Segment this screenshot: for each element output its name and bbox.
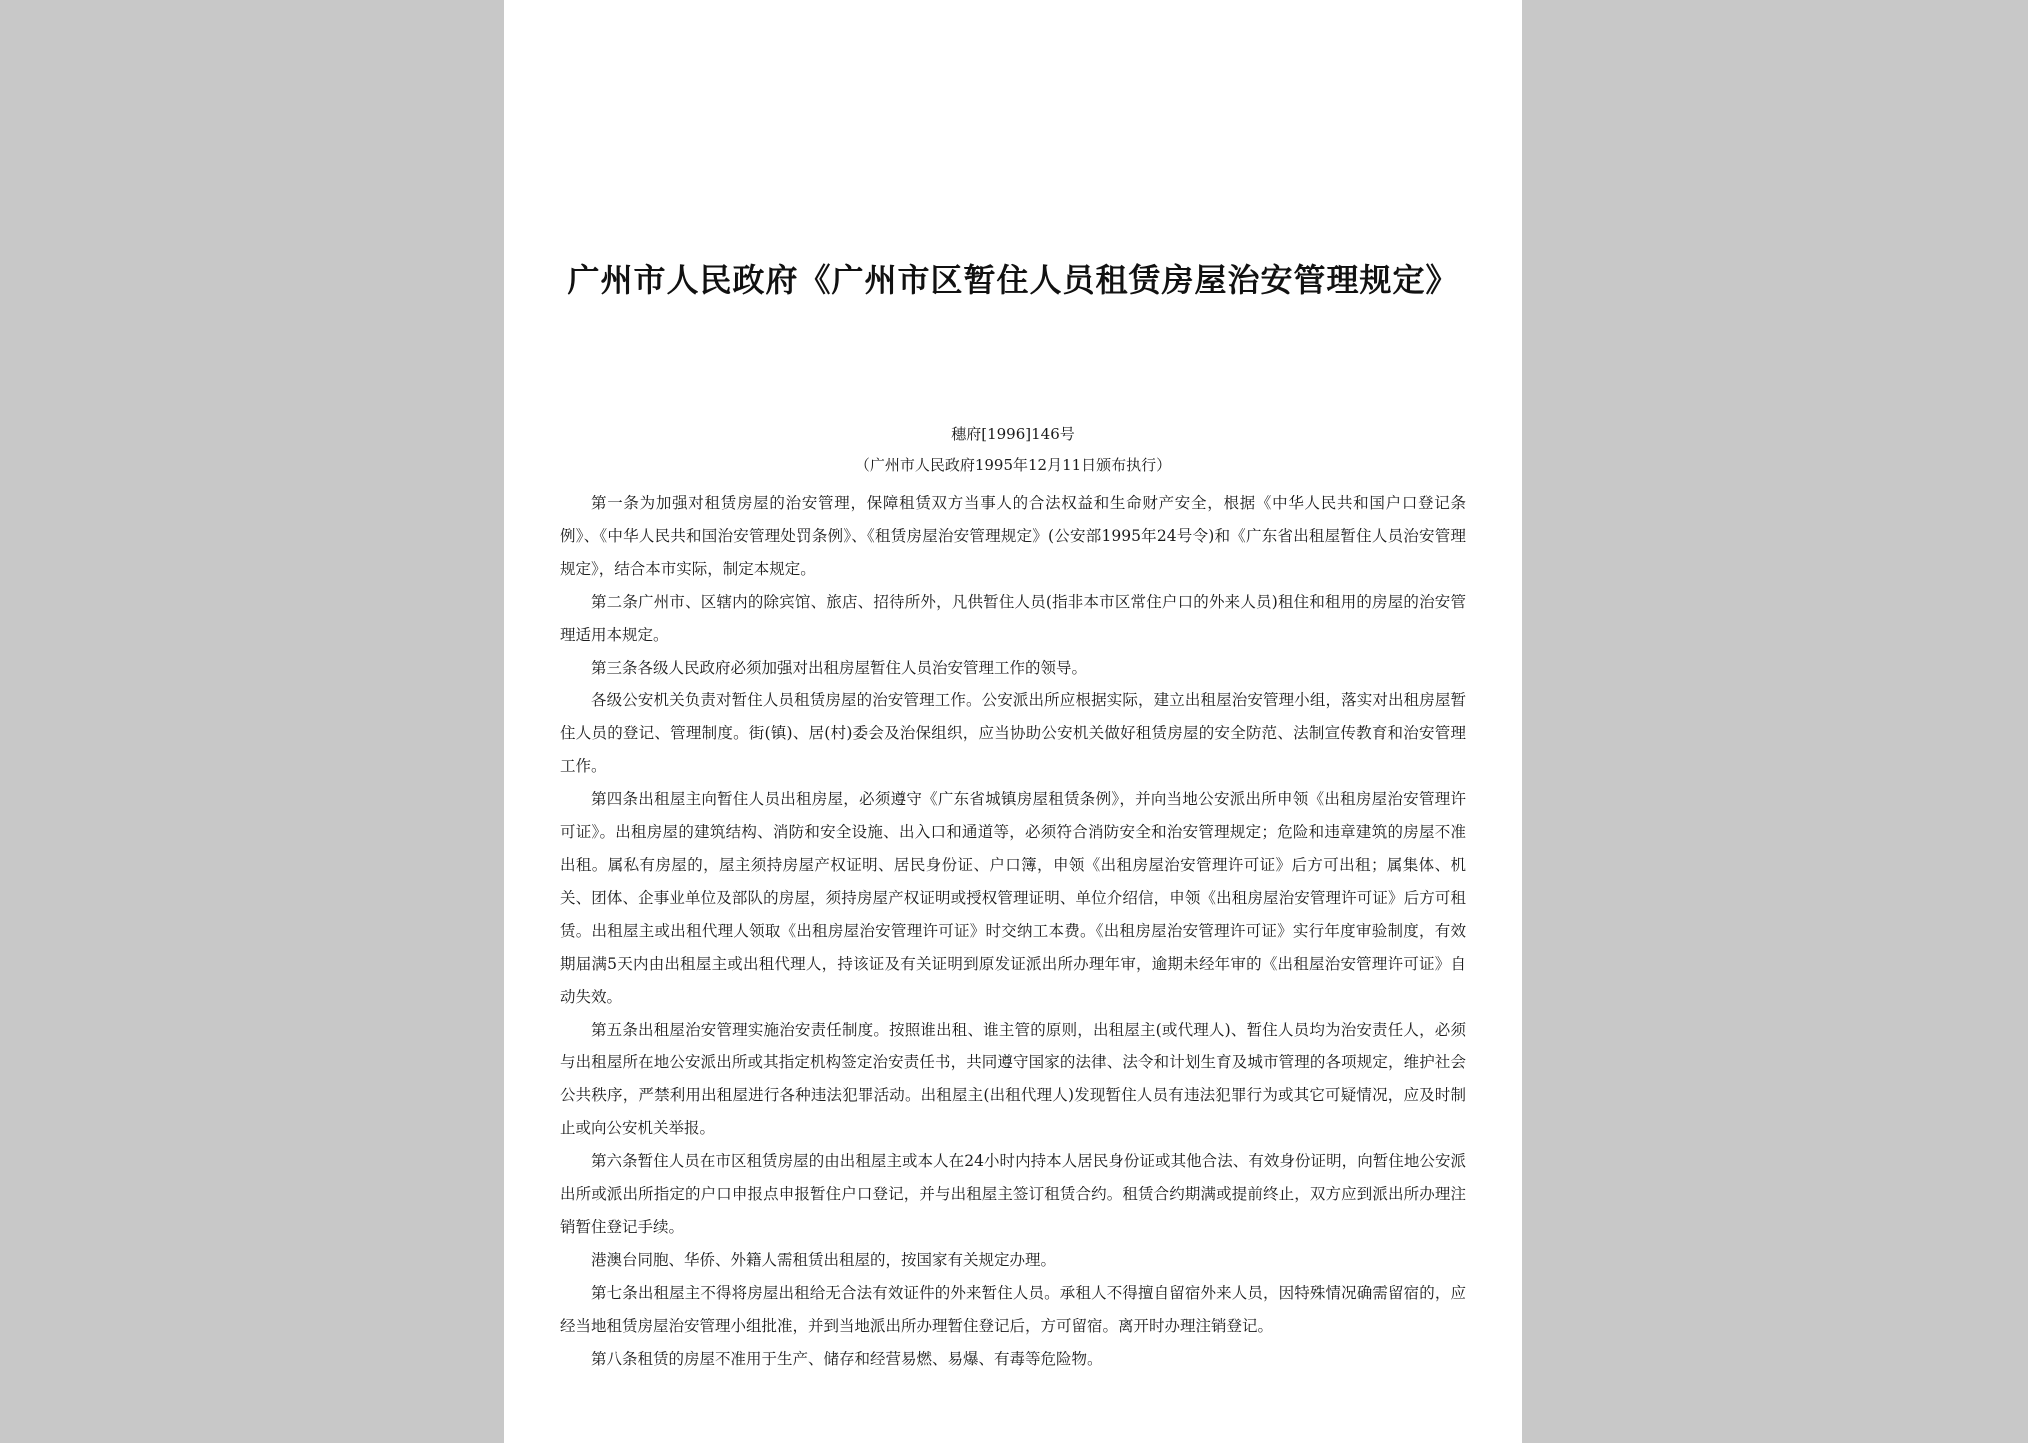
paragraph-article-7: 第七条出租屋主不得将房屋出租给无合法有效证件的外来暂住人员。承租人不得擅自留宿外来人员，因特殊情况确需留宿的，应经当地租赁房屋治安管理小组批准，并到当地派出所办理暂住登记后，方可留宿。离开时办理注销登记。 [560,1283,1466,1335]
issue-note: （广州市人民政府1995年12月11日颁布执行） [854,456,1172,474]
paragraph-article-8: 第八条租赁的房屋不准用于生产、储存和经营易燃、易爆、有毒等危险物。 [591,1349,1103,1368]
document-body [560,487,1466,1375]
paragraph-article-5: 第五条出租屋治安管理实施治安责任制度。按照谁出租、谁主管的原则，出租屋主(或代理人)、暂住人员均为治安责任人，必须与出租屋所在地公安派出所或其指定机构签定治安责任书，共同遵守国家的法律、法令和计划生育及城市管理的各项规定，维护社会公共秩序，严禁利用出租屋进行各种违法犯罪活动。出租屋主(出租代理人)发现暂住人员有违法犯罪行为或其它可疑情况，应及时制止或向公安机关举报。 [560,1020,1466,1138]
paragraph-article-3: 第三条各级人民政府必须加强对出租房屋暂住人员治安管理工作的领导。 [591,658,1088,677]
document-page [504,0,1522,1443]
paragraph-article-2: 第二条广州市、区辖内的除宾馆、旅店、招待所外，凡供暂住人员(指非本市区常住户口的外来人员)租住和租用的房屋的治安管理适用本规定。 [560,592,1466,644]
paragraph-article-1: 第一条为加强对租赁房屋的治安管理，保障租赁双方当事人的合法权益和生命财产安全，根据《中华人民共和国户口登记条例》、《中华人民共和国治安管理处罚条例》、《租赁房屋治安管理规定》(公安部1995年24号令)和《广东省出租屋暂住人员治安管理规定》，结合本市实际，制定本规定。 [560,494,1466,578]
paragraph-article-6-cont: 港澳台同胞、华侨、外籍人需租赁出租屋的，按国家有关规定办理。 [591,1250,1057,1269]
paragraph-article-4: 第四条出租屋主向暂住人员出租房屋，必须遵守《广东省城镇房屋租赁条例》，并向当地公安派出所申领《出租房屋治安管理许可证》。出租房屋的建筑结构、消防和安全设施、出入口和通道等，必须符合消防安全和治安管理规定；危险和违章建筑的房屋不准出租。属私有房屋的，屋主须持房屋产权证明、居民身份证、户口簿，申领《出租房屋治安管理许可证》后方可出租；属集体、机关、团体、企事业单位及部队的房屋，须持房屋产权证明或授权管理证明、单位介绍信，申领《出租房屋治安管理许可证》后方可租赁。出租屋主或出租代理人领取《出租房屋治安管理许可证》时交纳工本费。《出租房屋治安管理许可证》实行年度审验制度，有效期届满5天内由出租屋主或出租代理人，持该证及有关证明到原发证派出所办理年审，逾期未经年审的《出租屋治安管理许可证》自动失效。 [560,790,1466,1006]
document-number: 穗府[1996]146号 [951,425,1075,443]
paragraph-article-6: 第六条暂住人员在市区租赁房屋的由出租屋主或本人在24小时内持本人居民身份证或其他合法、有效身份证明，向暂住地公安派出所或派出所指定的户口申报点申报暂住户口登记，并与出租屋主签订租赁合约。租赁合约期满或提前终止，双方应到派出所办理注销暂住登记手续。 [560,1152,1466,1236]
document-title: 广州市人民政府《广州市区暂住人员租赁房屋治安管理规定》 [567,261,1459,299]
paragraph-article-3-cont: 各级公安机关负责对暂住人员租赁房屋的治安管理工作。公安派出所应根据实际，建立出租屋治安管理小组，落实对出租房屋暂住人员的登记、管理制度。街(镇)、居(村)委会及治保组织，应当协助公安机关做好租赁房屋的安全防范、法制宣传教育和治安管理工作。 [560,691,1466,776]
